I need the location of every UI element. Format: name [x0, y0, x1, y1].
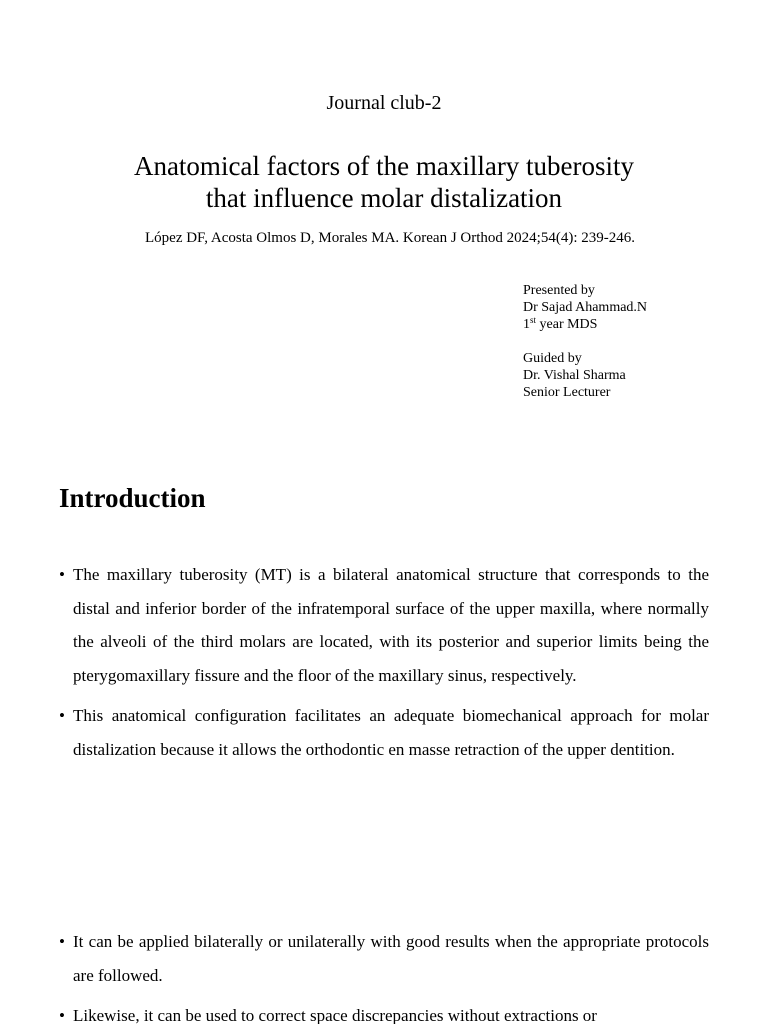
- bullet-text: This anatomical configuration facilitates an adequate biomechanical approach for molar distalization because it allows the orthodontic en masse retraction of the upper dentition.: [73, 706, 709, 759]
- bullet-list-continued: [59, 925, 709, 1024]
- presented-by-label: Presented by: [523, 283, 595, 298]
- presenter-name: Dr Sajad Ahammad.N: [523, 300, 648, 315]
- bullet-marker: •: [59, 932, 65, 951]
- bullet-item: [59, 999, 709, 1024]
- paper-title-line-2: that influence molar distalization: [205, 183, 563, 213]
- bullet-marker: •: [59, 1006, 65, 1024]
- bullet-text: Likewise, it can be used to correct space discrepancies without extractions or: [73, 1006, 597, 1024]
- bullet-item: [59, 558, 709, 692]
- presenter-year-number: 1: [523, 317, 530, 332]
- presenter-year: [523, 316, 647, 333]
- paper-title: [84, 150, 684, 214]
- paper-title-line-1: Anatomical factors of the maxillary tuberosity: [133, 151, 635, 181]
- credits-block: [523, 282, 647, 401]
- bullet-item: [59, 699, 709, 766]
- journal-club-label: Journal club-2: [326, 92, 442, 114]
- section-heading: Introduction: [59, 483, 206, 513]
- guided-by-label: Guided by: [523, 351, 582, 366]
- bullet-text: The maxillary tuberosity (MT) is a bilateral anatomical structure that corresponds to the distal and inferior border of the infratemporal surface of the upper maxilla, where normally the alveoli of the third molars are located, with its posterior and superior limits being the pterygomaxillary fissure and the floor of the maxillary sinus, respectively.: [73, 565, 709, 685]
- presenter-year-suffix: st: [530, 315, 537, 325]
- bullet-marker: •: [59, 706, 65, 725]
- citation: López DF, Acosta Olmos D, Morales MA. Korean J Orthod 2024;54(4): 239-246.: [145, 230, 635, 246]
- guide-role: Senior Lecturer: [523, 385, 611, 400]
- credits-spacer: [523, 333, 647, 350]
- presenter-year-text: year MDS: [536, 317, 598, 332]
- bullet-list: [59, 558, 709, 773]
- guide-name: Dr. Vishal Sharma: [523, 368, 626, 383]
- bullet-item: [59, 925, 709, 992]
- bullet-text: It can be applied bilaterally or unilaterally with good results when the appropriate protocols are followed.: [73, 932, 709, 985]
- bullet-marker: •: [59, 565, 65, 584]
